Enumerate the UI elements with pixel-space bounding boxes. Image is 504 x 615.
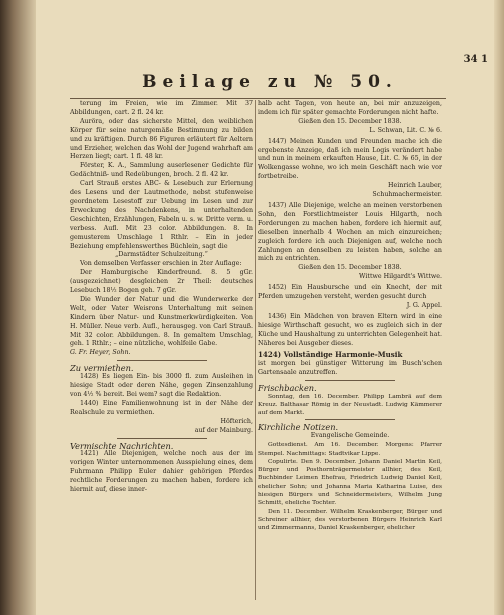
text-paragraph: Von demselben Verfasser erschien in 2ter Auflage:: [80, 260, 242, 268]
section-title: Frischbacken.: [258, 382, 317, 393]
notice-date: Gießen den 15. December 1838.: [298, 264, 402, 272]
signature-title: Schuhmachermeister.: [372, 191, 442, 199]
book-advert: Der Hamburgische Kinderfreund. 8. 5 gGr. (ausgezeichnet) desgleichen 2r Theil: deutsches Lesebuch 18½ Bogen geh. 7 gGr.: [70, 269, 253, 295]
notice-paragraph: 1452) Ein Hausbursche und ein Knecht, der mit Pferden umzugehen versteht, werden gesucht durch: [258, 284, 442, 301]
header-rule: [70, 98, 446, 99]
notice-paragraph: 1440) Eine Familienwohnung ist in der Nähe der Realschule zu vermiethen.: [70, 399, 253, 416]
page-number: 34 1: [463, 54, 488, 65]
notice-paragraph: Gottesdienst. Am 16. December. Morgens: Pfarrer Stempel. Nachmittags: Stadtvikar Lippe.: [258, 442, 442, 457]
section-title: Vermischte Nachrichten.: [70, 440, 174, 451]
book-advert: Die Wunder der Natur und die Wunderwerke der Welt, oder Vater Weisrons Unterhaltung mit seinen Kindern über Natur- und Kunstmerkwürdigkeiten. Von H. Müller. Neue verb. Aufl., herausgeg. von Carl Strauß. Mit 32 color. Abbildungen. 8. In gemaltem Umschlag, geh. 1 Rthlr.; – eine nützliche, wohlfeile Gabe.: [70, 295, 253, 348]
notice-paragraph: Sonntag, den 16. December. Philipp Lambrä auf dem Kreuz. Balthasar Römig in der Neustadt. Ludwig Kämmerer auf dem Markt.: [258, 393, 442, 417]
right-column: [258, 100, 442, 533]
column-divider: [255, 100, 256, 600]
signature: Heinrich Lauber,: [388, 182, 442, 190]
signature: L. Schwan, Lit. C. № 6.: [369, 126, 442, 134]
section-separator: [305, 380, 395, 381]
notice-paragraph: 1437) Alle Diejenige, welche an meinen verstorbenen Sohn, den Forstlichtmeister Louis Hilgarth, noch Forderungen zu machen haben, fordere ich hiermit auf, dieselben innerhalb 4 Wochen an mich einzureichen; zugleich fordere ich auch Diejenigen auf, welche noch Zahlungen an denselben zu leisten haben, solche an mich zu entrichten.: [258, 201, 442, 263]
signature-address: auf der Mainburg.: [194, 426, 253, 434]
notice-paragraph: 1447) Meinen Kunden und Freunden mache ich die ergebenste Anzeige, daß ich mein Logis verändert habe und nun in meinem erkauften Hause, Lit. C. № 65, in der Wolkengasse wohne, wo ich mein Geschäft nach wie vor fortbetreibe.: [258, 137, 442, 181]
text-paragraph: halb acht Tagen, von heute an, bei mir anzuzeigen, indem ich für später gemachte Forderungen nicht hafte.: [258, 100, 442, 116]
signature: J. G. Appel.: [406, 301, 442, 309]
notice-headline: 1424) Vollständige Harmonie-Musik: [258, 350, 403, 360]
section-separator: [305, 419, 395, 420]
left-column: [70, 100, 253, 495]
page-title: Beilage zu № 50.: [142, 72, 398, 92]
book-advert: Auröra, oder das sicherste Mittel, den weiblichen Körper für seine naturgemäße Bestimmung zu bilden und zu kräftigen. Durch 86 Figuren erläutert für Aeltern und Erzieher, welchen das Wohl der Jugend wahrhaft am Herzen liegt; cart. 1 fl. 48 kr.: [70, 117, 253, 161]
book-advert: Förster, K. A., Sammlung auserlesener Gedichte für Gedächtniß- und Redeübungen, broch. 2 fl. 42 kr.: [70, 162, 253, 179]
notice-paragraph: 1421) Alle Diejenigen, welche noch aus der im vorigen Winter unternommenen Ausspielung eines, dem Fuhrmann Philipp Euler dahier gehörigen Pferdes rechtliche Forderungen zu machen haben, fordere ich hiermit auf, diese inner-: [70, 450, 253, 494]
section-separator: [117, 360, 207, 361]
notice-date: Gießen den 15. December 1838.: [298, 117, 402, 125]
text-paragraph: terung im Freien, wie im Zimmer. Mit 37 Abbildungen, cart. 2 fl. 24 kr.: [70, 100, 253, 116]
binding-shadow: [0, 0, 36, 615]
page-edge: [494, 0, 504, 615]
section-title: Kirchliche Notizen.: [258, 422, 339, 433]
notice-paragraph: 1436) Ein Mädchen von braven Eltern wird in eine hiesige Wirthschaft gesucht, wo es zugleich sich in der Küche und Haushaltung zu unterrichten Gelegenheit hat. Näheres bei Ausgeber dieses.: [258, 312, 442, 347]
signature: Höfterich,: [220, 417, 253, 425]
notice-paragraph: Den 11. December. Wilhelm Kraskenberger, Bürger und Schreiner allhier, des verstorbenen Bürgers Heinrich Karl und Zimmermanns, Daniel Kraskenberger, ehelicher: [258, 508, 442, 532]
book-advert: Carl Strauß erstes ABC- & Lesebuch zur Erlernung des Lesens und der Lautmethode, nebst stufenweise geordnetem Lesestoff zur Uebung im Lesen und zur Erweckung des Nachdenkens, in unterhaltenden Geschichten, Erzählungen, Fabeln u. s. w. Dritte verm. u. verbess. Aufl. Mit 23 color. Abbildungen. 8. In gemusterem Umschlage 1 Rthlr. – Ein in jeder Beziehung empfehlenswerthes Büchlein, sagt die: [70, 180, 253, 250]
notice-paragraph: 1428) Es liegen Ein- bis 3000 fl. zum Ausleihen in hiesige Stadt oder deren Nähe, gegen Zinsenzahlung von 4½ % bereit. Bei wem? sagt die Redaktion.: [70, 373, 253, 398]
signature: Wittwe Hilgardt's Wittwe.: [359, 273, 442, 281]
section-subtitle: Evangelische Gemeinde.: [310, 432, 390, 440]
notice-paragraph: ist morgen bei günstiger Witterung im Busch'schen Gartensaale anzutreffen.: [258, 359, 442, 376]
quote-source: „Darmstädter Schulzeitung.“: [115, 251, 208, 259]
section-title: Zu vermiethen.: [70, 363, 134, 374]
section-separator: [117, 438, 207, 439]
notice-paragraph: Copulirte. Den 9. December. Johann Daniel Martin Keil, Bürger und Posthornträgermeister allhier, des Keil, Buchbinder Leimen Ehefrau, Friedrich Ludwig Daniel Keil, ehelicher Sohn; und Johanna Maria Katharina Luise, des hiesigen Bürgers und Schneidermeisters, Wilhelm Jung Schmitt, eheliche Tochter.: [258, 458, 442, 507]
signature: G. Fr. Heyer, Sohn.: [70, 349, 131, 357]
